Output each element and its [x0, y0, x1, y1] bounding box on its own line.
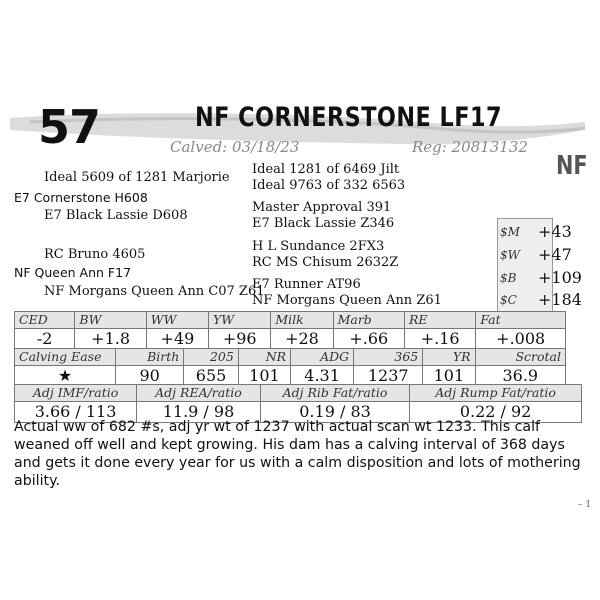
performance-header: Calving Ease — [15, 349, 116, 366]
performance-value: 101 — [423, 366, 475, 387]
epd-value: +.16 — [404, 329, 475, 350]
epd-header: Fat — [476, 312, 566, 329]
performance-value: 1237 — [354, 366, 423, 387]
performance-header: ADG — [291, 349, 354, 366]
index-row — [500, 268, 582, 290]
epd-table — [14, 311, 566, 350]
epd-header: Marb — [333, 312, 404, 329]
sire: E7 Cornerstone H608 — [14, 190, 148, 205]
epd-value: +1.8 — [75, 329, 146, 350]
index-value: +109 — [538, 268, 582, 287]
dam-dam: NF Morgans Queen Ann C07 Z61 — [44, 284, 265, 299]
carcass-value: 0.22 / 92 — [410, 402, 582, 423]
dam-sire: RC Bruno 4605 — [44, 247, 146, 262]
sire-dam: E7 Black Lassie D608 — [44, 208, 188, 223]
epd-header: YW — [209, 312, 271, 329]
performance-header: Scrotal — [475, 349, 565, 366]
epd-header: CED — [15, 312, 75, 329]
performance-value: 36.9 — [475, 366, 565, 387]
carcass-header: Adj IMF/ratio — [15, 385, 137, 402]
performance-value: 655 — [184, 366, 238, 387]
epd-value: +.66 — [333, 329, 404, 350]
epd-header: BW — [75, 312, 146, 329]
dam-sire-dam: RC MS Chisum 2632Z — [252, 255, 399, 270]
performance-table — [14, 348, 566, 387]
epd-value: +49 — [146, 329, 208, 350]
carcass-header: Adj REA/ratio — [137, 385, 261, 402]
performance-value: 4.31 — [291, 366, 354, 387]
sire-dam-dam: E7 Black Lassie Z346 — [252, 216, 395, 231]
page-footnote: – 1 — [578, 500, 592, 510]
epd-value-row — [15, 329, 566, 350]
dam-dam-dam: NF Morgans Queen Ann Z61 — [252, 293, 442, 308]
carcass-value: 0.19 / 83 — [260, 402, 409, 423]
dam-dam-sire: E7 Runner AT96 — [252, 277, 361, 292]
performance-header: Birth — [116, 349, 184, 366]
carcass-value: 3.66 / 113 — [15, 402, 137, 423]
epd-value: +28 — [271, 329, 333, 350]
performance-header-row — [15, 349, 566, 366]
performance-value: 90 — [116, 366, 184, 387]
animal-name: NF CORNERSTONE LF17 — [195, 102, 502, 133]
index-label: $B — [500, 271, 517, 285]
epd-header: WW — [146, 312, 208, 329]
epd-header-row — [15, 312, 566, 329]
performance-header: NR — [238, 349, 290, 366]
performance-value: 101 — [238, 366, 290, 387]
index-value: +184 — [538, 290, 582, 309]
lot-number: 57 — [38, 100, 101, 154]
index-row — [500, 222, 572, 244]
carcass-header: Adj Rib Fat/ratio — [260, 385, 409, 402]
index-value: +43 — [538, 222, 572, 241]
dam: NF Queen Ann F17 — [14, 265, 132, 280]
index-row — [500, 245, 572, 267]
calved-date: Calved: 03/18/23 — [170, 138, 300, 156]
epd-value: -2 — [15, 329, 75, 350]
index-row — [500, 290, 582, 312]
sire-sire-sire: Ideal 1281 of 6469 Jilt — [252, 162, 400, 177]
performance-header: YR — [423, 349, 475, 366]
sire-sire-dam: Ideal 9763 of 332 6563 — [252, 178, 406, 193]
epd-value: +96 — [209, 329, 271, 350]
performance-header: 205 — [184, 349, 238, 366]
dam-sire-sire: H L Sundance 2FX3 — [252, 239, 385, 254]
lot-comments: Actual ww of 682 #s, adj yr wt of 1237 with actual scan wt 1233. This calf weaned off well and kept growing. His dam has a calving interval of 368 days and gets it done every year for us with a calm disposition and lots of mothering ability. — [14, 419, 581, 489]
epd-header: Milk — [271, 312, 333, 329]
index-value: +47 — [538, 245, 572, 264]
carcass-value: 11.9 / 98 — [137, 402, 261, 423]
epd-header: RE — [404, 312, 475, 329]
calving-ease-star-icon: ★ — [15, 366, 116, 387]
index-label: $W — [500, 248, 520, 262]
brand-mark: NF — [556, 151, 588, 181]
performance-header: 365 — [354, 349, 423, 366]
carcass-header-row — [15, 385, 582, 402]
registration-number: Reg: 20813132 — [412, 138, 528, 156]
epd-value: +.008 — [476, 329, 566, 350]
carcass-header: Adj Rump Fat/ratio — [410, 385, 582, 402]
index-label: $M — [500, 225, 520, 239]
index-label: $C — [500, 293, 517, 307]
sire-dam-sire: Master Approval 391 — [252, 200, 392, 215]
sire-sire: Ideal 5609 of 1281 Marjorie — [44, 170, 230, 185]
